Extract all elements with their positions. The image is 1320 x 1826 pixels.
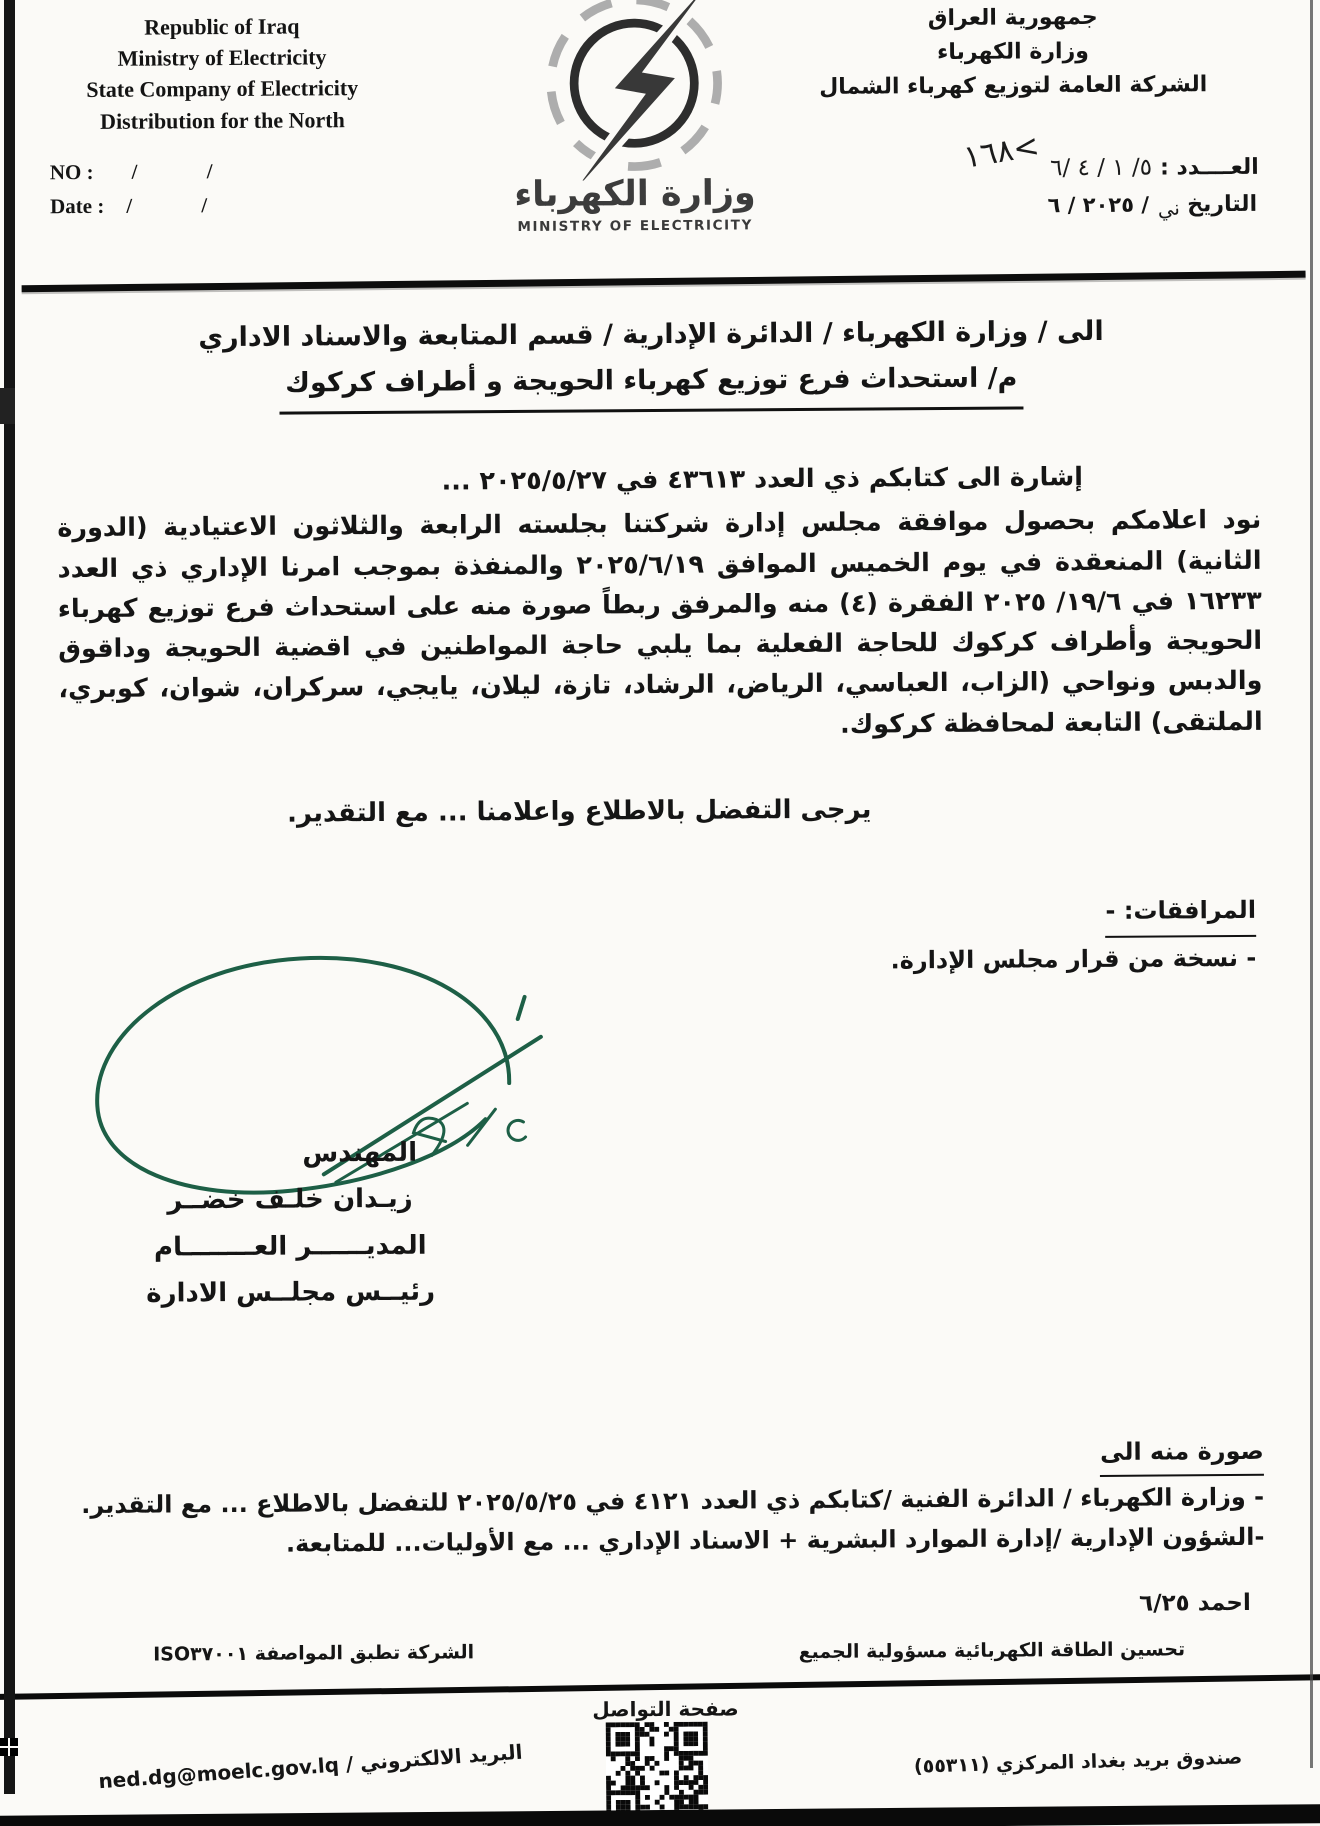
footer-pobox: صندوق بريد بغداد المركزي (٥٥٣١١): [913, 1746, 1243, 1778]
no-value: / /: [131, 159, 213, 184]
ministry-logo: [494, 0, 776, 235]
footer-email: البريد الالكتروني / ned.dg@moelc.gov.lq: [97, 1739, 524, 1794]
signatory-block: [120, 1129, 461, 1316]
document-date-handwritten: ني: [1156, 195, 1181, 222]
document-date-value: ٢٠٢٥ / ٦ /: [1047, 192, 1150, 218]
attachments-block: [890, 889, 1256, 983]
scan-artifact: [0, 388, 15, 424]
closing-line: يرجى التفضل بالاطلاع واعلامنا ... مع التقدير.: [287, 794, 872, 829]
scan-edge-left: [4, 0, 15, 1794]
copy-to-block: [62, 1432, 1265, 1566]
footer-slogan-iso: الشركة تطبق المواصفة ISO٣٧٠٠١: [153, 1641, 475, 1666]
letterhead-ar-line2: وزارة الكهرباء: [937, 39, 1089, 66]
letterhead-en-line3: State Company of Electricity: [86, 75, 359, 103]
signatory-name: زيـدان خلـف خضــر: [167, 1183, 413, 1216]
document-date-label: التاريخ: [1187, 191, 1258, 218]
letterhead-english: [40, 10, 405, 137]
logo-title-english: MINISTRY OF ELECTRICITY: [517, 217, 754, 235]
signatory-role-1: المديــــــر العــــــــام: [153, 1230, 427, 1263]
signatory-title: المهندس: [302, 1137, 418, 1169]
signatory-role-2: رئيــس مجلــس الادارة: [146, 1276, 436, 1309]
letterhead-en-line4: Distribution for the North: [100, 106, 345, 134]
date-label: Date :: [49, 193, 105, 219]
body-paragraph: نود اعلامكم بحصول موافقة مجلس إدارة شركتنا بجلسته الرابعة والثلاثون الاعتيادية (الدورة الثانية) المنعقدة في يوم الخميس الموافق ٢٠٢٥/٦/١٩ والمنفذة بموجب امرنا الإداري ذي العدد ١٦٢٣٣ في ١٩/٦/ ٢٠٢٥ الفقرة (٤) منه والمرفق ربطاً صورة منه على استحداث فرع توزيع كهرباء الحويجة وأطراف كركوك للحاجة الفعلية بما يلبي حاجة المواطنين في اقضية الحويجة وداقوق والدبس ونواحي (الزاب، العباسي، الرياض، الرشاد، تازة، ليلان، يايجي، سركران، شوان، كوبري، الملتقى) التابعة لمحافظة كركوك.: [57, 505, 1263, 740]
copy-to-title: صورة منه الى: [1100, 1432, 1264, 1477]
document-number-label: العــــدد :: [1159, 154, 1259, 181]
no-label: NO :: [49, 159, 94, 185]
letterhead-en-line2: Ministry of Electricity: [117, 44, 327, 72]
attachments-item: - نسخة من قرار مجلس الإدارة.: [890, 944, 1257, 975]
letterhead-arabic: [788, 0, 1239, 105]
copy-to-item: - وزارة الكهرباء / الدائرة الفنية /كتابكم ذي العدد ٤١٢١ في ٢٠٢٥/٥/٢٥ للتفضل بالاطلاع ... مع التقدير.: [81, 1482, 1265, 1519]
date-value: / /: [126, 193, 208, 218]
letter-body: [57, 456, 1263, 750]
scan-artifact-corner: [0, 1738, 18, 1756]
contact-page-label: صفحة التواصل: [592, 1696, 739, 1722]
letterhead-ar-line1: جمهورية العراق: [927, 4, 1098, 32]
addressee-line: الى / وزارة الكهرباء / الدائرة الإدارية / قسم المتابعة والاسناد الاداري: [198, 315, 1104, 354]
document-date-field: [1047, 191, 1258, 222]
letterhead-ar-line3: الشركة العامة لتوزيع كهرباء الشمال: [819, 72, 1208, 101]
document-number-handwritten: ١٦٨<: [961, 127, 1043, 176]
copy-to-item: -الشؤون الإدارية /إدارة الموارد البشرية + الاسناد الإداري ... مع الأوليات... للمتابعة.: [285, 1522, 1265, 1558]
document-number-field: [961, 127, 1259, 184]
date-field: [50, 193, 207, 219]
subject-line: [146, 354, 1156, 415]
logo-title-arabic: وزارة الكهرباء: [514, 173, 756, 215]
no-field: [50, 159, 213, 185]
scan-edge-right: [1310, 0, 1313, 1768]
document-number-digits: ٥/ ١ / ٤ /٦: [1050, 154, 1153, 182]
attachments-title: المرافقات: -: [1105, 889, 1256, 938]
footer-divider: [0, 1674, 1320, 1700]
reference-line: إشارة الى كتابكم ذي العدد ٤٣٦١٣ في ٢٠٢٥/٥/٢٧ ...: [441, 462, 1084, 497]
addressee-block: [146, 309, 1157, 416]
header-divider: [22, 271, 1306, 293]
lightning-bolt-logo-icon: [508, 0, 761, 181]
footer-slogan-right: تحسين الطاقة الكهربائية مسؤولية الجميع: [798, 1638, 1186, 1664]
subject-text: م/ استحداث فرع توزيع كهرباء الحويجة و أطراف كركوك: [279, 355, 1023, 414]
letterhead-en-line1: Republic of Iraq: [144, 13, 300, 40]
handwritten-annotation: احمد ٦/٢٥: [1139, 1589, 1251, 1617]
